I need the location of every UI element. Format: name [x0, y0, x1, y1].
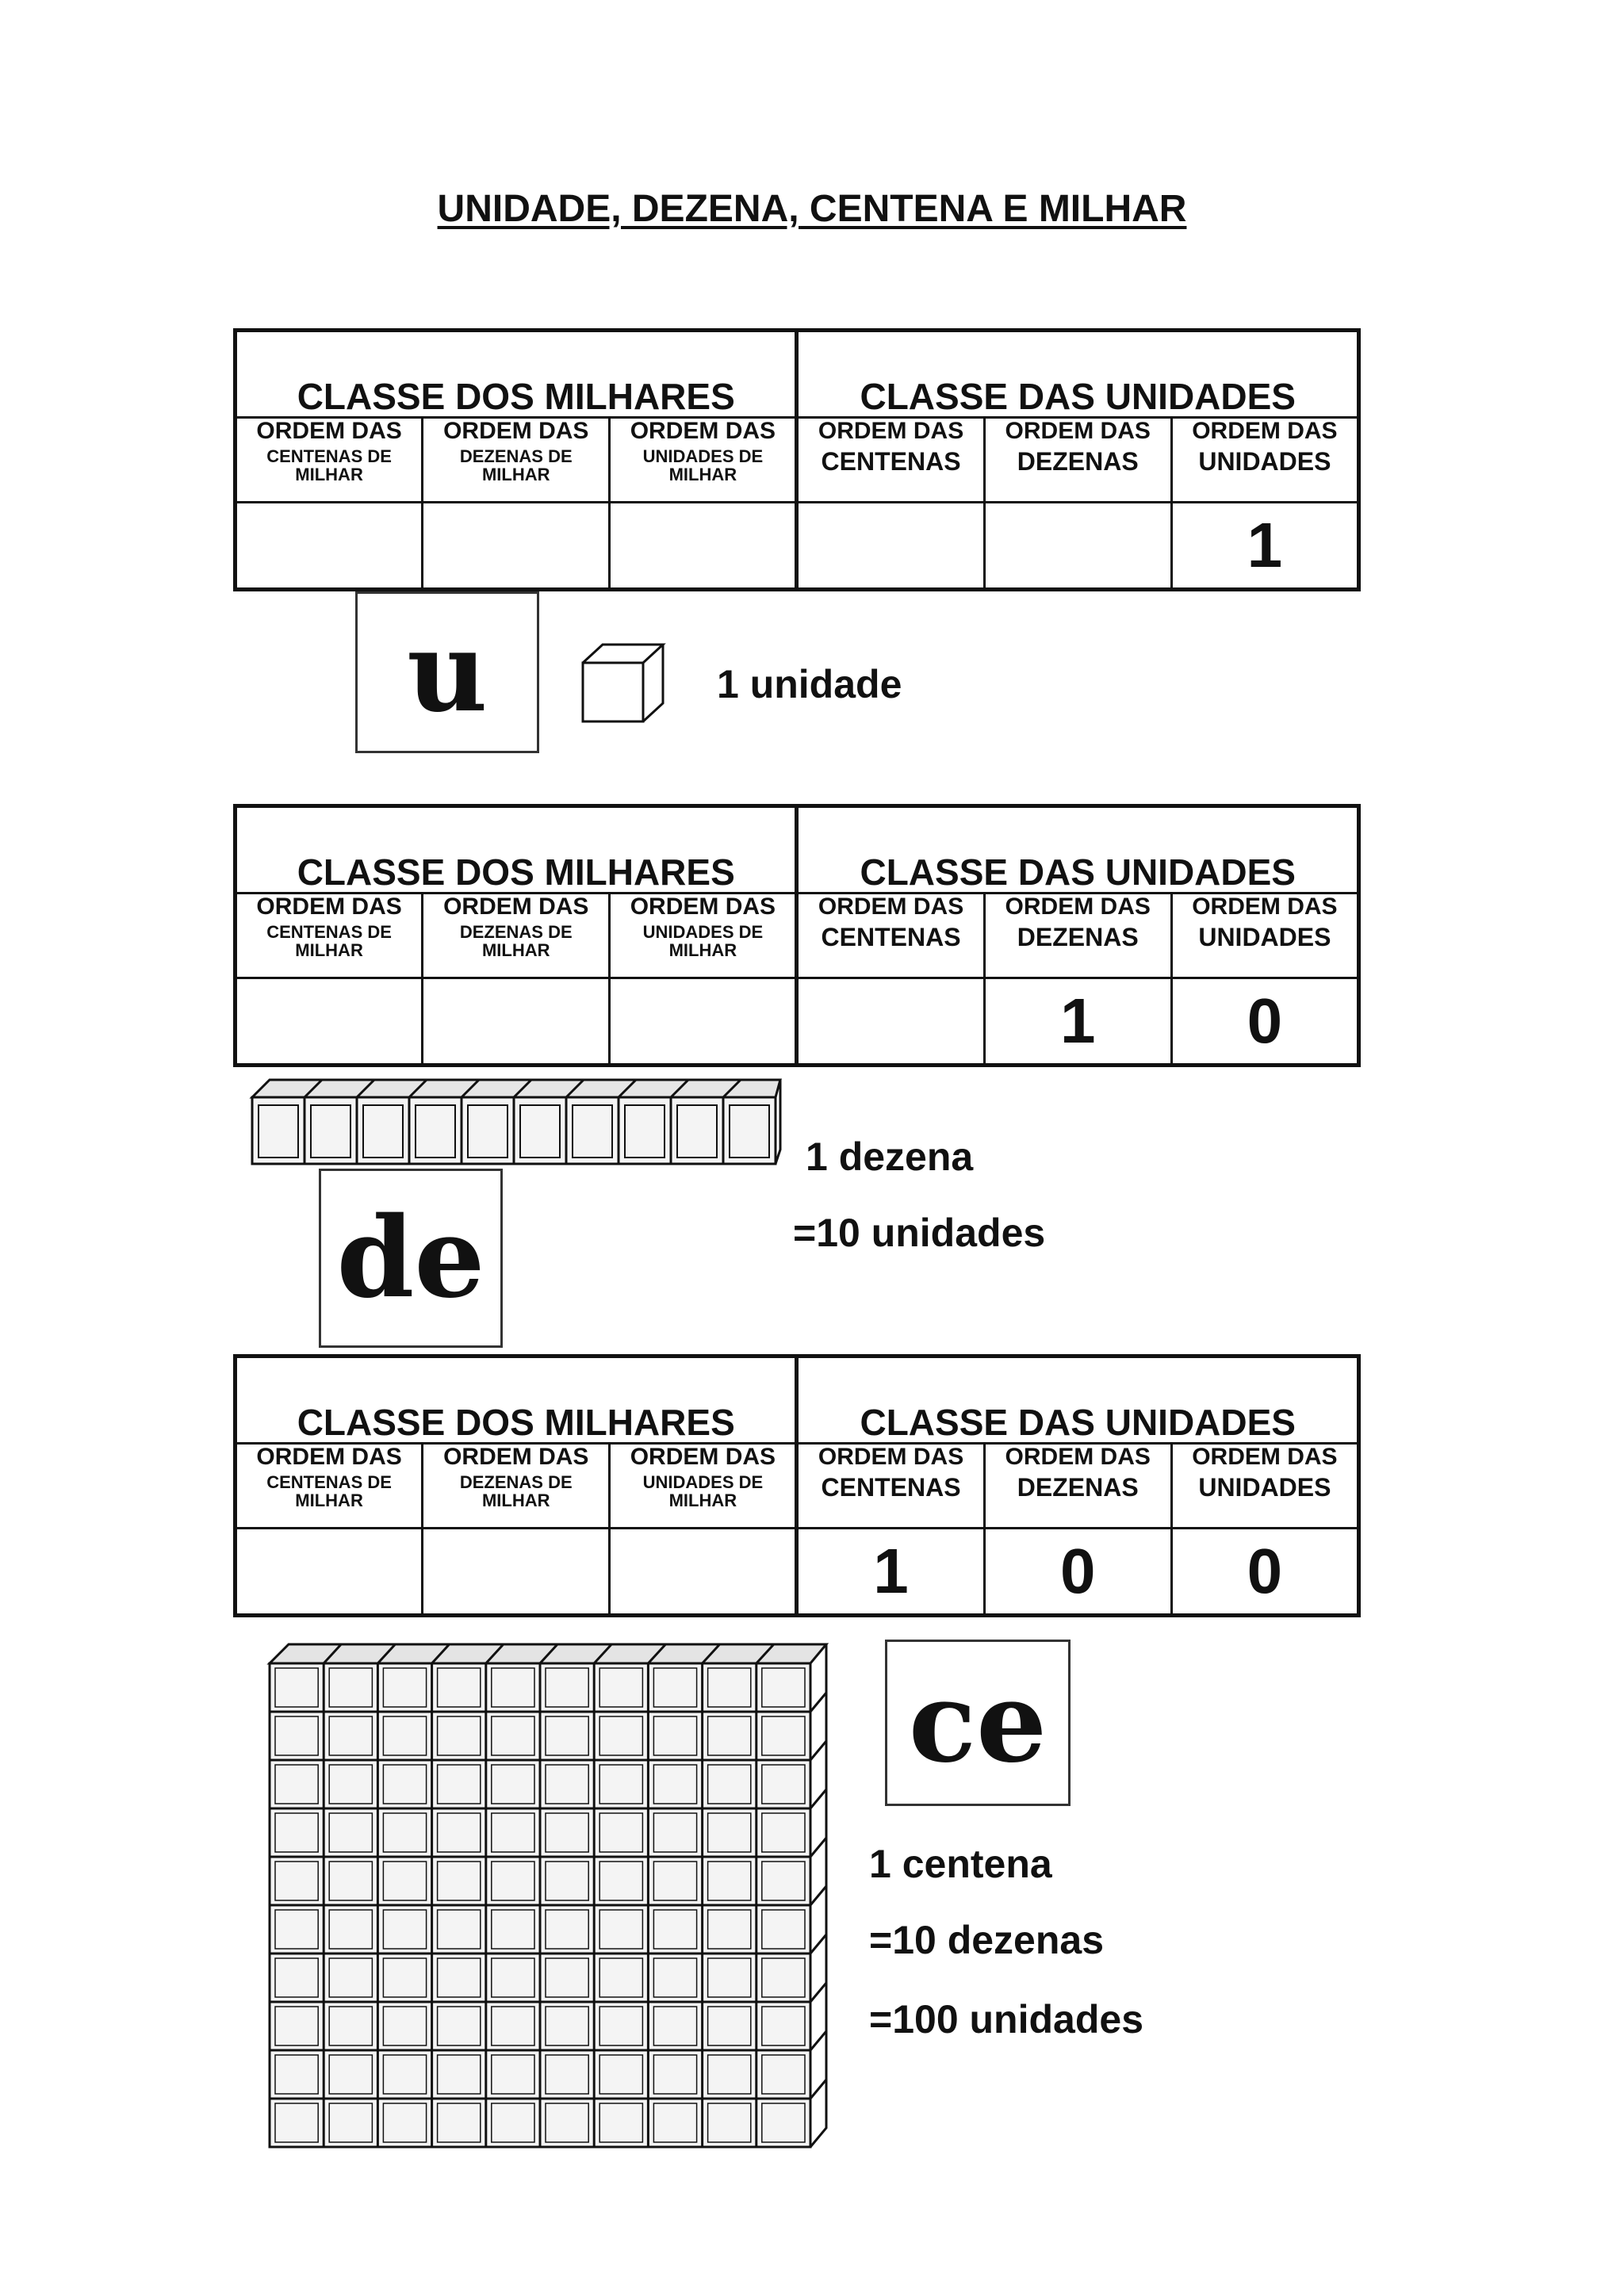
hundred-caption-3: =100 unidades [869, 1997, 1143, 2042]
order-tens-of-thousands: ORDEM DAS DEZENAS DE MILHAR [423, 418, 610, 503]
unit-letter: u [407, 607, 488, 737]
class-thousands-header: CLASSE DOS MILHARES [236, 806, 797, 894]
digit-cell: 0 [1171, 978, 1358, 1066]
unit-caption: 1 unidade [717, 662, 902, 706]
order-tens: ORDEM DAS DEZENAS [984, 894, 1171, 978]
place-value-table-hundreds [233, 1354, 1361, 1617]
order-hundreds: ORDEM DAS CENTENAS [797, 1444, 984, 1529]
digit-cell: 0 [984, 1529, 1171, 1616]
order-tens-of-thousands: ORDEM DAS DEZENAS DE MILHAR [423, 1444, 610, 1529]
order-tens-of-thousands: ORDEM DAS DEZENAS DE MILHAR [423, 894, 610, 978]
digit-cell [610, 503, 797, 590]
class-thousands-header: CLASSE DOS MILHARES [236, 1357, 797, 1444]
order-tens: ORDEM DAS DEZENAS [984, 1444, 1171, 1529]
place-value-table-tens [233, 804, 1361, 1067]
order-hundreds-of-thousands: ORDEM DAS CENTENAS DE MILHAR [236, 418, 423, 503]
order-tens: ORDEM DAS DEZENAS [984, 418, 1171, 503]
hundred-letter-card [885, 1640, 1071, 1806]
hundred-flat-icon [262, 1633, 833, 2152]
digit-cell [797, 503, 984, 590]
order-thousands: ORDEM DAS UNIDADES DE MILHAR [610, 418, 797, 503]
unit-letter-card [355, 591, 539, 753]
digit-cell [984, 503, 1171, 590]
digit-cell [423, 503, 610, 590]
order-units: ORDEM DAS UNIDADES [1171, 418, 1358, 503]
class-units-header: CLASSE DAS UNIDADES [860, 851, 1296, 893]
place-value-table-units [233, 328, 1361, 591]
ten-rod-icon [238, 1073, 785, 1170]
hundred-letter: ce [908, 1658, 1048, 1788]
digit-cell [236, 1529, 423, 1616]
class-units-header: CLASSE DAS UNIDADES [860, 1402, 1296, 1443]
order-hundreds-of-thousands: ORDEM DAS CENTENAS DE MILHAR [236, 894, 423, 978]
digit-cell [236, 978, 423, 1066]
order-thousands: ORDEM DAS UNIDADES DE MILHAR [610, 894, 797, 978]
digit-cell [610, 978, 797, 1066]
page-title: UNIDADE, DEZENA, CENTENA E MILHAR [437, 188, 1187, 230]
order-units: ORDEM DAS UNIDADES [1171, 1444, 1358, 1529]
digit-cell [423, 978, 610, 1066]
digit-cell: 1 [1171, 503, 1358, 590]
ten-letter: de [336, 1193, 485, 1323]
digit-cell [610, 1529, 797, 1616]
digit-cell [423, 1529, 610, 1616]
digit-cell [236, 503, 423, 590]
ten-caption-2: =10 unidades [793, 1211, 1046, 1255]
order-thousands: ORDEM DAS UNIDADES DE MILHAR [610, 1444, 797, 1529]
hundred-caption-1: 1 centena [869, 1842, 1052, 1886]
ten-caption-1: 1 dezena [806, 1135, 974, 1179]
ten-letter-card [319, 1169, 503, 1348]
class-thousands-header: CLASSE DOS MILHARES [236, 331, 797, 418]
digit-cell: 1 [797, 1529, 984, 1616]
class-units-header: CLASSE DAS UNIDADES [860, 376, 1296, 417]
order-hundreds-of-thousands: ORDEM DAS CENTENAS DE MILHAR [236, 1444, 423, 1529]
order-units: ORDEM DAS UNIDADES [1171, 894, 1358, 978]
digit-cell: 1 [984, 978, 1171, 1066]
order-hundreds: ORDEM DAS CENTENAS [797, 894, 984, 978]
unit-cube-icon [579, 641, 668, 725]
digit-cell: 0 [1171, 1529, 1358, 1616]
digit-cell [797, 978, 984, 1066]
hundred-caption-2: =10 dezenas [869, 1918, 1105, 1962]
order-hundreds: ORDEM DAS CENTENAS [797, 418, 984, 503]
